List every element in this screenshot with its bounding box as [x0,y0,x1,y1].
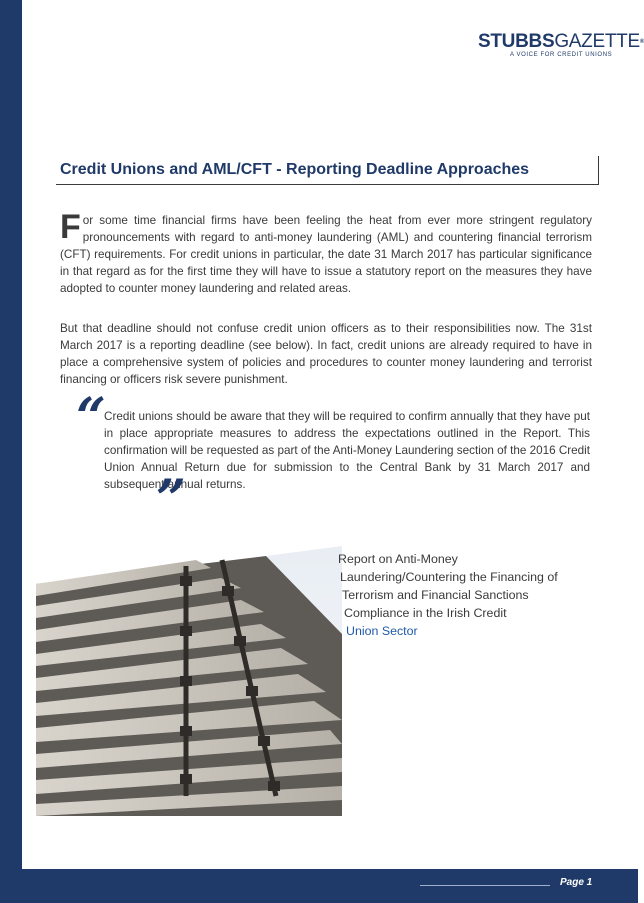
close-quote-icon: ” [156,469,186,530]
pull-quote: Credit unions should be aware that they will be required to confirm annually that they have put in place appropriate measures to address the expectations outlined in the Report. This confirmation will be requested as part of the Anti-Money Laundering section of the 2016 Credit Union Annual Return due for submission to the Central Bank by 31 March 2017 and subsequent annual returns. [104,410,590,491]
report-title-line-4: Compliance in the Irish Credit [344,606,507,620]
logo-tagline: A VOICE FOR CREDIT UNIONS [510,52,613,58]
report-title-line-3: Terrorism and Financial Sanctions [342,588,529,602]
logo-wordmark: STUBBSGAZETTE® [478,31,644,52]
article-headline: Credit Unions and AML/CFT - Reporting Deadline Approaches [60,161,530,178]
report-title [338,550,608,640]
open-quote-icon: “ [76,387,106,448]
building-photo [36,546,342,816]
footer-divider [420,885,550,886]
paragraph-intro-text: or some time financial firms have been feeling the heat from ever more stringent regulatory pronouncements with regard to anti-money laundering (AML) and countering financial terrorism (CFT) requirements. For credit unions in particular, the date 31 March 2017 has particular significance in that regard as for the first time they will have to issue a statutory report on the measures they have adopted to counter money laundering and related areas. [60,214,592,295]
drop-cap: F [60,208,81,246]
stubbs-gazette-logo[interactable] [478,31,644,58]
paragraph-intro [60,208,592,297]
paragraph-deadline: But that deadline should not confuse credit union officers as to their responsibilities now. The 31st March 2017 is a reporting deadline (see below). In fact, credit unions are already required to have in place a comprehensive system of policies and procedures to counter money laundering and terrorist financing or officers risk severe punishment. [60,322,592,386]
report-title-line-2: Laundering/Countering the Financing of [340,570,558,584]
left-brand-bar [0,0,22,903]
report-title-line-5: Union Sector [346,624,418,638]
footer-bar [0,869,638,903]
page-number: Page 1 [560,877,593,888]
report-title-line-1: Report on Anti-Money [338,552,458,566]
building-facade-image [36,546,342,816]
